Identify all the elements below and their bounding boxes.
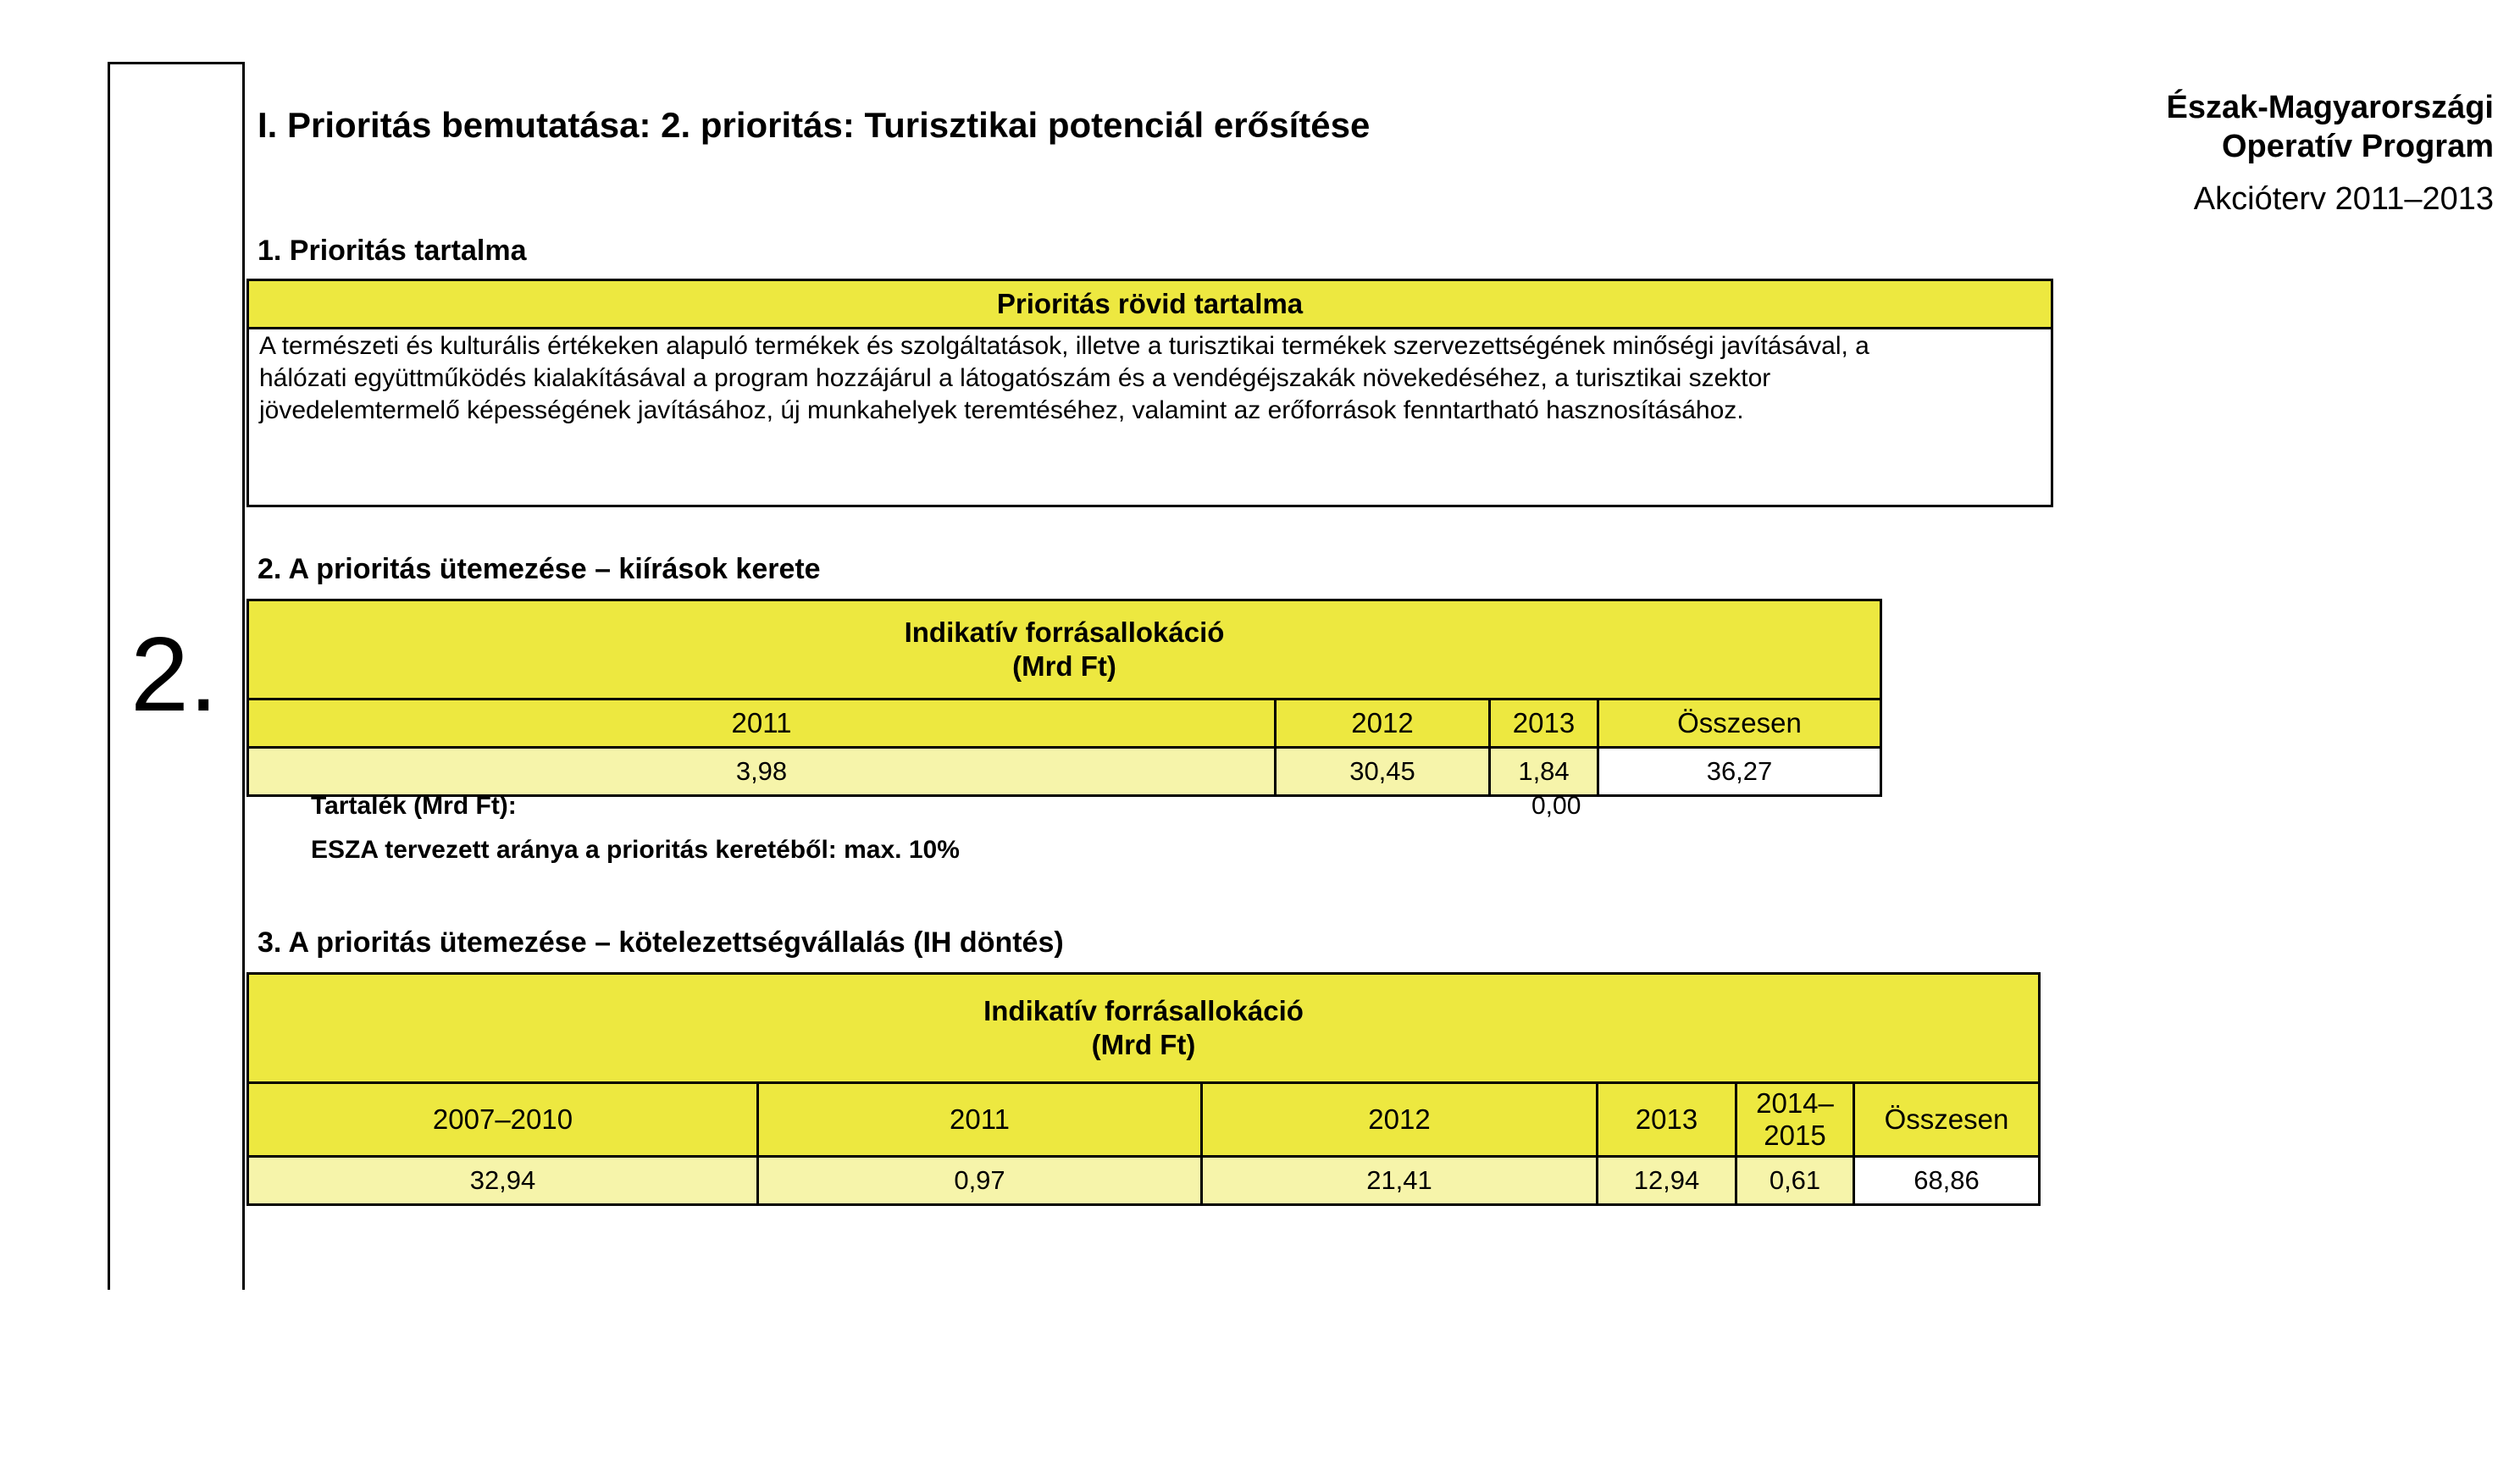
total-cell: 68,86 [1854,1157,2040,1205]
column-header-line1: 2014– [1756,1087,1834,1119]
priority-summary-header: Prioritás rövid tartalma [249,281,2051,329]
table-title-line2: (Mrd Ft) [1091,1029,1196,1060]
program-name [2167,88,2495,166]
table-title [248,974,2040,1083]
column-header: 2011 [758,1083,1202,1157]
page-title: I. Prioritás bemutatása: 2. prioritás: Turisztikai potenciál erősítése [258,105,1371,145]
column-header: 2013 [1490,700,1598,748]
table-title-line1: Indikatív forrásallokáció [983,995,1304,1026]
program-name-line2: Operatív Program [2222,129,2494,164]
column-header [1736,1083,1854,1157]
table-title [248,600,1881,700]
program-name-line1: Észak-Magyarországi [2166,90,2494,125]
value-cell: 1,84 [1490,748,1598,796]
priority-summary-text [249,329,2051,428]
commitment-allocation-table [246,972,2041,1206]
value-cell: 32,94 [248,1157,758,1205]
value-cell: 0,61 [1736,1157,1854,1205]
summary-line: jövedelemtermelő képességének javításához, új munkahelyek teremtéséhez, valamint az erőforrások fenntartható hasznosításához. [259,396,1744,424]
table-title-line1: Indikatív forrásallokáció [904,617,1225,648]
column-header: 2007–2010 [248,1083,758,1157]
section3-title: 3. A prioritás ütemezése – kötelezettségvállalás (IH döntés) [258,926,1064,959]
reserve-label: Tartalék (Mrd Ft): [311,792,517,820]
value-cell: 3,98 [248,748,1276,796]
value-cell: 30,45 [1276,748,1490,796]
table-title-line2: (Mrd Ft) [1012,650,1116,682]
action-plan-label: Akcióterv 2011–2013 [2193,181,2494,217]
section1-title: 1. Prioritás tartalma [258,235,527,267]
program-header [2167,88,2495,218]
esza-share-text: ESZA tervezett aránya a prioritás keretéből: max. 10% [311,836,960,864]
section2-title: 2. A prioritás ütemezése – kiírások kerete [258,553,821,585]
priority-summary-box [246,279,2053,507]
summary-line: A természeti és kulturális értékeken alapuló termékek és szolgáltatások, illetve a turisztikai termékek szervezettségének minőségi javításával, a [259,332,1869,360]
column-header: 2013 [1598,1083,1736,1157]
call-allocation-table [246,599,1882,797]
column-header: 2011 [248,700,1276,748]
value-cell: 0,97 [758,1157,1202,1205]
column-header: Összesen [1854,1083,2040,1157]
total-cell: 36,27 [1598,748,1881,796]
column-header-line2: 2015 [1764,1120,1826,1151]
chapter-number: 2. [130,617,219,733]
column-header: Összesen [1598,700,1881,748]
column-header: 2012 [1202,1083,1598,1157]
reserve-value: 0,00 [1531,792,1581,820]
column-header: 2012 [1276,700,1490,748]
summary-line: hálózati együttműködés kialakításával a program hozzájárul a látogatószám és a vendégéjszakák növekedéséhez, a turisztikai szektor [259,364,1771,392]
value-cell: 21,41 [1202,1157,1598,1205]
value-cell: 12,94 [1598,1157,1736,1205]
